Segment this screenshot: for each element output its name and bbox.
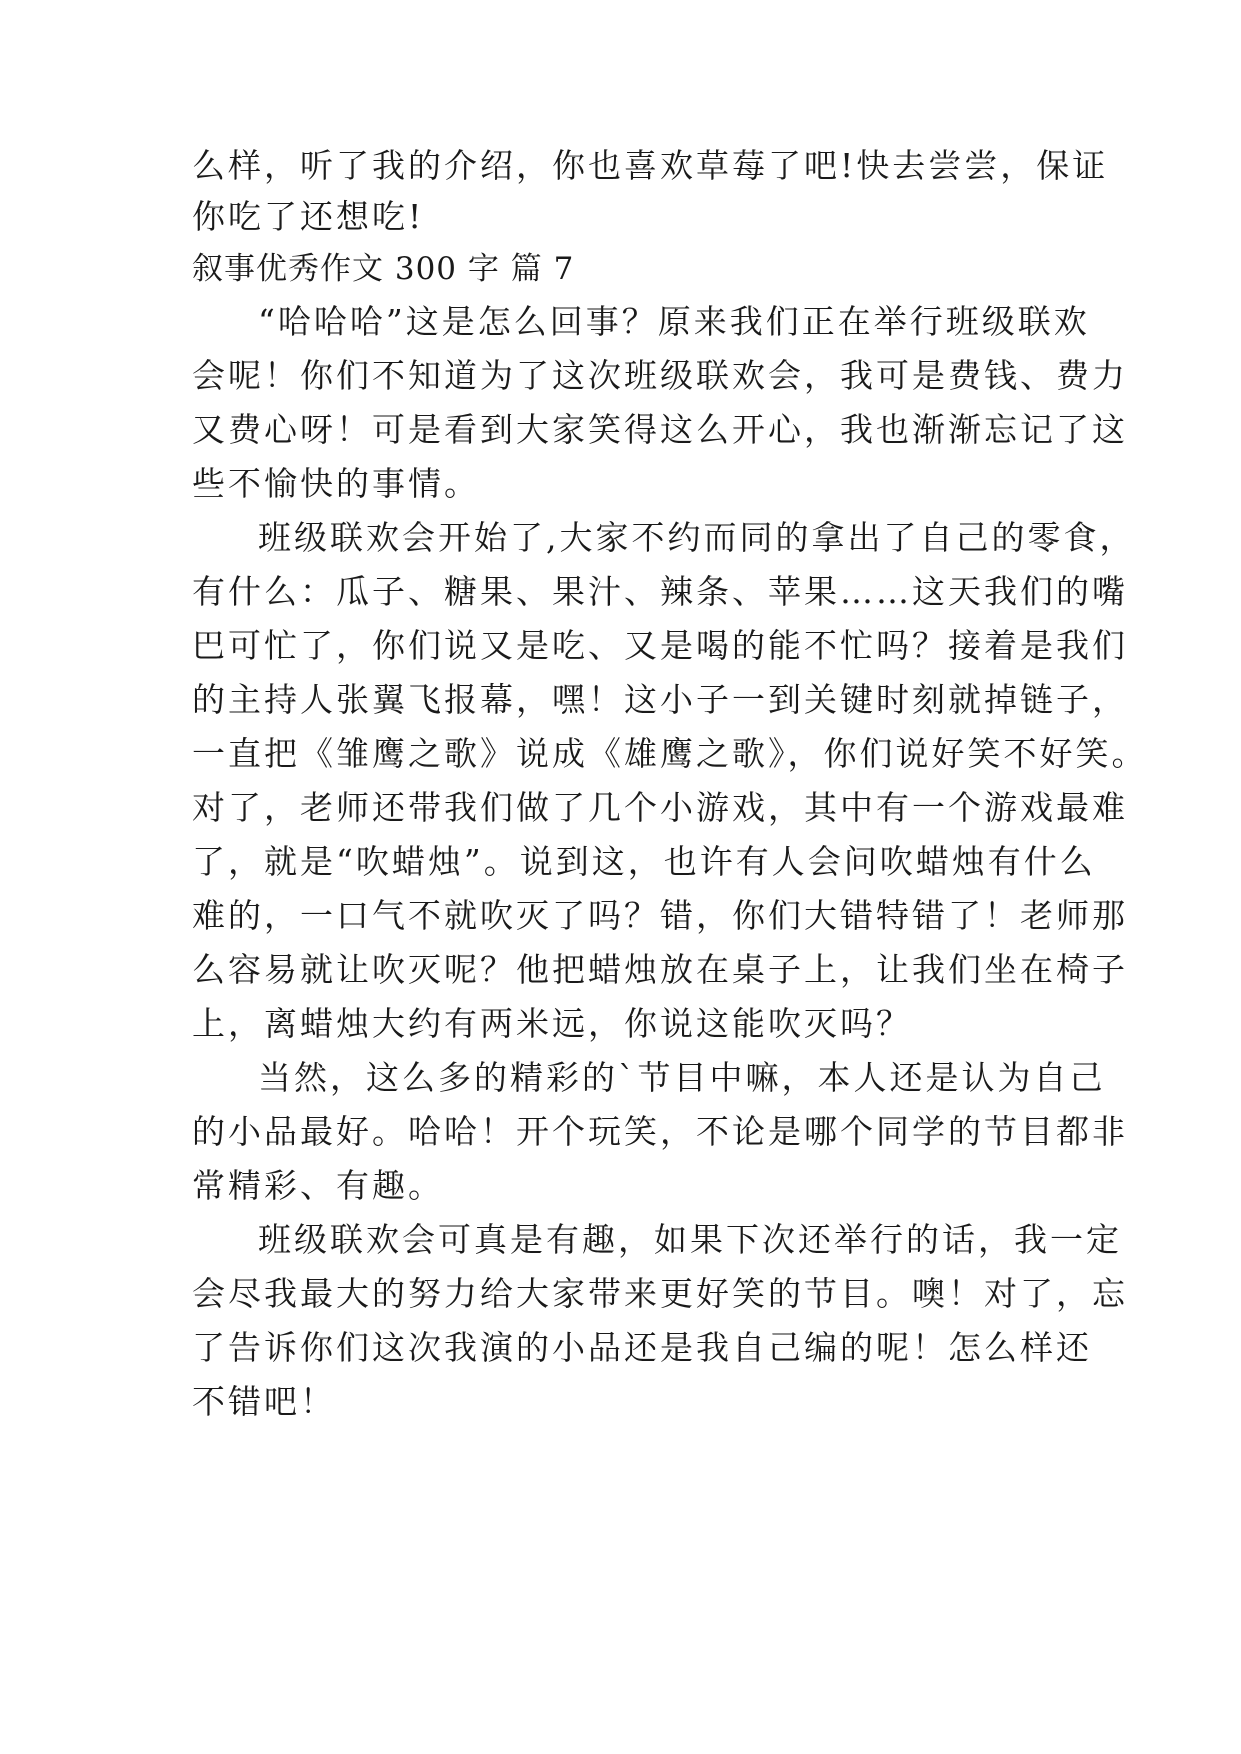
text-line: 会尽我最大的努力给大家带来更好笑的节目。噢！对了，忘 (192, 1274, 1128, 1313)
text-line: 了告诉你们这次我演的小品还是我自己编的呢！怎么样还 (192, 1328, 1092, 1367)
text-line: 对了，老师还带我们做了几个小游戏，其中有一个游戏最难 (192, 788, 1128, 827)
text-line: 又费心呀！可是看到大家笑得这么开心，我也渐渐忘记了这 (192, 410, 1128, 449)
text-line: 班级联欢会可真是有趣，如果下次还举行的话，我一定 (258, 1220, 1122, 1259)
text-line: 一直把《雏鹰之歌》说成《雄鹰之歌》，你们说好笑不好笑。 (192, 734, 1148, 773)
text-line: 些不愉快的事情。 (192, 464, 480, 503)
text-line: 么样，听了我的介绍，你也喜欢草莓了吧!快去尝尝，保证 (192, 146, 1109, 185)
text-line: 有什么：瓜子、糖果、果汁、辣条、苹果……这天我们的嘴 (192, 572, 1128, 611)
text-line: 常精彩、有趣。 (192, 1166, 444, 1205)
text-line: 不错吧！ (192, 1382, 336, 1421)
text-line: 的主持人张翼飞报幕，嘿！这小子一到关键时刻就掉链子， (192, 680, 1128, 719)
text-line: “哈哈哈”这是怎么回事？原来我们正在举行班级联欢 (258, 302, 1090, 341)
text-line: 会呢！你们不知道为了这次班级联欢会，我可是费钱、费力 (192, 356, 1128, 395)
text-line: 么容易就让吹灭呢？他把蜡烛放在桌子上，让我们坐在椅子 (192, 950, 1128, 989)
text-line: 难的，一口气不就吹灭了吗？错，你们大错特错了！老师那 (192, 896, 1128, 935)
section-heading: 叙事优秀作文 300 字 篇 7 (192, 251, 575, 287)
text-line: 你吃了还想吃! (192, 197, 425, 236)
text-line: 巴可忙了，你们说又是吃、又是喝的能不忙吗？接着是我们 (192, 626, 1128, 665)
text-line: 上，离蜡烛大约有两米远，你说这能吹灭吗？ (192, 1004, 912, 1043)
text-line: 的小品最好。哈哈！开个玩笑，不论是哪个同学的节目都非 (192, 1112, 1128, 1151)
text-line: 当然，这么多的精彩的`节目中嘛，本人还是认为自己 (258, 1058, 1106, 1097)
text-line: 班级联欢会开始了,大家不约而同的拿出了自己的零食， (258, 518, 1136, 557)
text-line: 了，就是“吹蜡烛”。说到这，也许有人会问吹蜡烛有什么 (192, 842, 1096, 881)
